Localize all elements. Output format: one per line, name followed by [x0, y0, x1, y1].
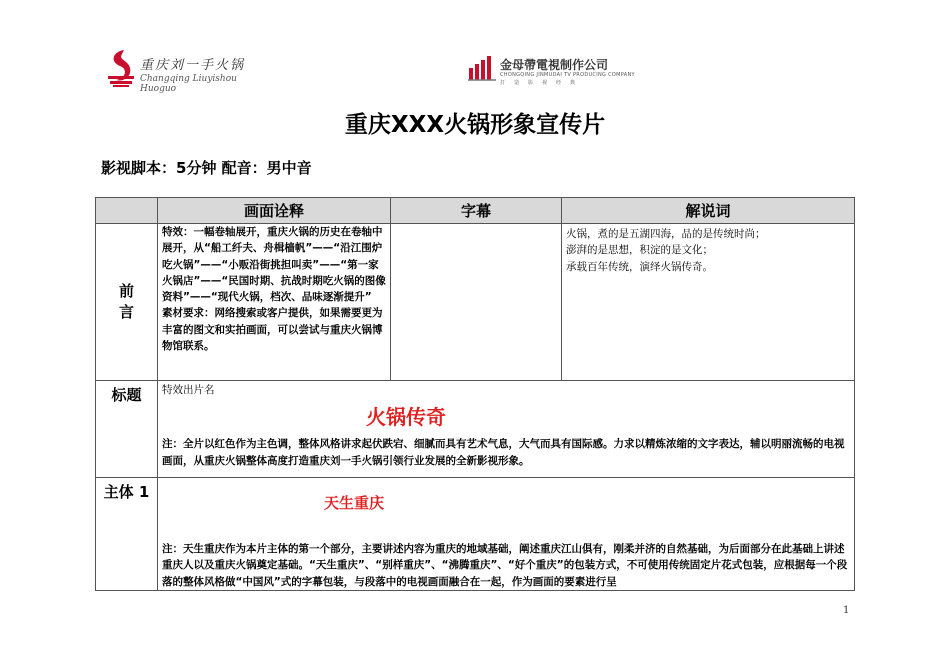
narration-line-2: 澎湃的是思想，积淀的是文化； — [566, 244, 713, 257]
table-header-row — [96, 198, 855, 224]
liuyishou-brand: 重庆刘一手火锅 — [140, 58, 246, 73]
script-table — [95, 197, 855, 591]
title-label-cell — [96, 381, 158, 478]
header-narration: 解说词 — [562, 198, 855, 224]
film-name: 火锅传奇 — [366, 405, 446, 430]
main1-subtitle: 天生重庆 — [324, 494, 385, 512]
script-meta: 影视脚本：5分钟 配音：男中音 — [101, 159, 312, 177]
preface-narration-cell — [562, 224, 855, 381]
liuyishou-sub: Changqing Liuyishou Huoguo — [140, 74, 237, 94]
title-row — [96, 381, 855, 478]
preface-effect: 特效：一幅卷轴展开，重庆火锅的历史在卷轴中展开，从“船工纤夫、舟楫樯帆”——“沿江围炉吃火锅”——“小贩沿街挑担叫卖”——“第一家火锅店”——“民国时期、抗战时期吃火锅的图像资料”——“现代火锅，档次、品味逐渐提升” — [162, 226, 386, 304]
title-label: 标题 — [111, 386, 142, 404]
preface-row — [96, 224, 855, 381]
page-title: 重庆XXX火锅形象宣传片 — [344, 112, 606, 138]
preface-visual-cell — [158, 224, 391, 381]
header-empty — [96, 198, 158, 224]
preface-label-1: 前 — [118, 282, 134, 300]
main1-row — [96, 478, 855, 591]
jinmudai-logo-icon — [468, 54, 496, 82]
title-effect: 特效出片名 — [162, 384, 215, 396]
jinmudai-logo — [468, 52, 635, 86]
narration-line-1: 火锅，煮的是五湖四海，品的是传统时尚； — [566, 228, 766, 240]
page-number: 1 — [843, 605, 850, 616]
preface-material: 素材要求：网络搜索或客户提供，如果需要更为丰富的图文和实拍画面，可以尝试与重庆火锅博物馆联系。 — [162, 307, 383, 353]
preface-label-cell — [96, 224, 158, 381]
liuyishou-logo-icon — [104, 48, 138, 88]
main1-label: 主体 1 — [103, 483, 150, 501]
title-content-cell — [158, 381, 855, 478]
header-visual: 画面诠释 — [158, 198, 391, 224]
header-caption: 字幕 — [391, 198, 562, 224]
jinmudai-brand: 金母帶電視制作公司 — [500, 58, 609, 72]
main1-content-cell — [158, 478, 855, 591]
main1-label-cell — [96, 478, 158, 591]
main1-note: 注：天生重庆作为本片主体的第一个部分，主要讲述内容为重庆的地域基础，阐述重庆江山俱有，刚柔并济的自然基础，为后面部分在此基础上讲述重庆人以及重庆火锅奠定基础。“天生重庆”、“别样重庆”、“沸腾重庆”、“好个重庆”的包装方式，不可使用传统固定片花式包装，应根据每一个段落的整体风格做“中国风”式的字幕包装，与段落中的电视画面融合在一起，作为画面的要素进行呈 — [162, 543, 848, 588]
liuyishou-logo — [104, 48, 254, 94]
preface-caption-cell — [391, 224, 562, 381]
jinmudai-sub2: 打造影视经典 — [500, 80, 585, 86]
narration-line-3: 承载百年传统，演绎火锅传奇。 — [566, 260, 713, 273]
jinmudai-sub: CHONGQING JINMUDAI TV PRODUCING COMPANY — [500, 72, 635, 78]
preface-label-2: 言 — [118, 303, 134, 321]
title-note: 注：全片以红色作为主色调，整体风格讲求起伏跌宕、细腻而具有艺术气息，大气而具有国际感。力求以精炼浓缩的文字表达，辅以明丽流畅的电视画面，从重庆火锅整体高度打造重庆刘一手火锅引领行业发展的全新影视形象。 — [162, 438, 845, 467]
